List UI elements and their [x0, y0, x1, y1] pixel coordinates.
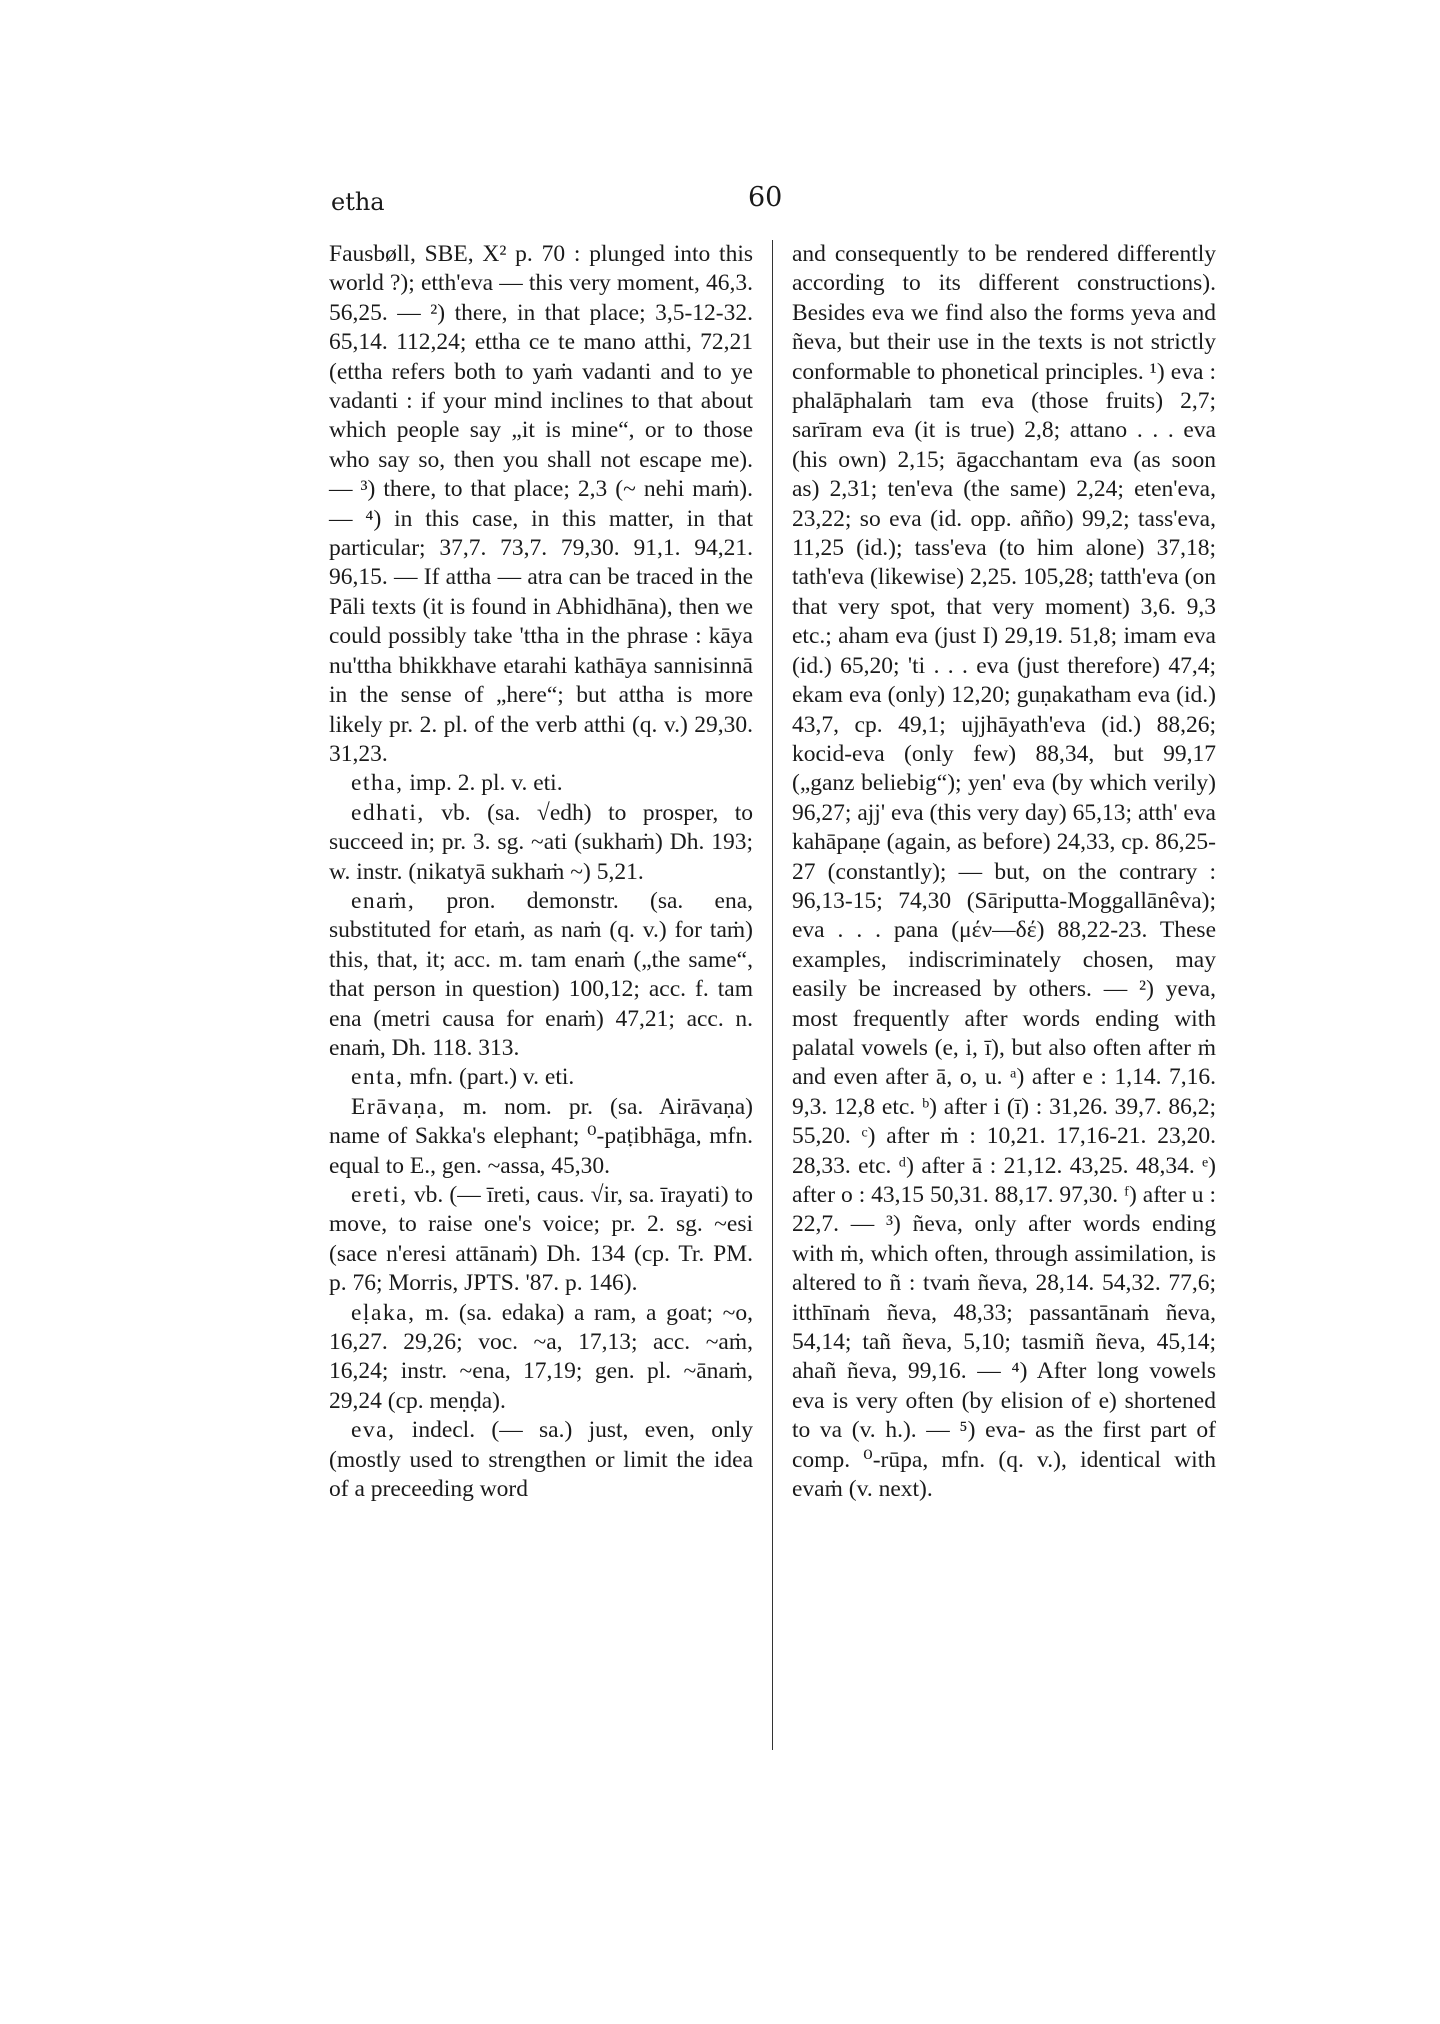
entry-text: imp. 2. pl. v. eti. — [409, 770, 563, 797]
dictionary-entry — [329, 1299, 753, 1417]
entry-text: vb. (— īreti, caus. √ir, sa. īrayati) to move, to raise one's voice; pr. 2. sg. ~esi (sace n'eresi attānaṁ) Dh. 134 (cp. Tr. PM. p. 76; Morris, JPTS. '87. p. 146). — [329, 1182, 753, 1297]
entry-headword: enta, — [351, 1064, 404, 1091]
dictionary-entry — [329, 1416, 753, 1504]
right-column — [792, 240, 1216, 1504]
entry-text: mfn. (part.) v. eti. — [409, 1064, 575, 1091]
dictionary-entry — [329, 1181, 753, 1299]
entry-headword: eva, — [351, 1417, 396, 1444]
running-head: etha — [331, 188, 385, 216]
dictionary-entry — [329, 887, 753, 1063]
entry-text: pron. demonstr. (sa. ena, substituted for etaṁ, as naṁ (q. v.) for taṁ) this, that, it; acc. m. tam enaṁ („the same“, that person in question) 100,12; acc. f. tam ena (metri causa for enaṁ) 47,21; acc. n. enaṁ, Dh. 118. 313. — [329, 887, 753, 1061]
dictionary-entry — [329, 799, 753, 887]
dictionary-entry — [329, 1063, 753, 1092]
entry-headword: ereti, — [351, 1182, 408, 1208]
entry-headword: edhati, — [351, 799, 425, 826]
continuation-paragraph: Fausbøll, SBE, X² p. 70 : plunged into this world ?); etth'eva — this very moment, 46,3. 56,25. — ²) there, in that place; 3,5-12-32. 65,14. 112,24; ettha ce te mano atthi, 72,21 (ettha refers both to yaṁ vadanti and to ye vadanti : if your mind inclines to that about which people say „it is mine“, or to those who say so, then you shall not escape me). — ³) there, to that place; 2,3 (~ nehi maṁ). — ⁴) in this case, in this matter, in that particular; 37,7. 73,7. 79,30. 91,1. 94,21. 96,15. — If attha — atra can be traced in the Pāli texts (it is found in Abhidhāna), then we could possibly take 'ttha in the phrase : kāya nu'ttha bhikkhave etarahi kathāya sannisinnā in the sense of „here“; but attha is more likely pr. 2. pl. of the verb atthi (q. v.) 29,30. 31,23. — [329, 241, 753, 767]
entry-text: m. nom. pr. (sa. Airāvaṇa) name of Sakka's elephant; ⁰-paṭibhāga, mfn. equal to E., gen. ~assa, 45,30. — [329, 1093, 754, 1179]
entry-text: m. (sa. edaka) a ram, a goat; ~o, 16,27. 29,26; voc. ~a, 17,13; acc. ~aṁ, 16,24; instr. ~ena, 17,19; gen. pl. ~ānaṁ, 29,24 (cp. meṇḍa). — [329, 1299, 754, 1414]
page-number: 60 — [748, 182, 783, 213]
left-column — [329, 240, 753, 1504]
dictionary-entry — [329, 1093, 753, 1181]
entry-text: indecl. (— sa.) just, even, only (mostly used to strengthen or limit the idea of a preceeding word — [329, 1417, 753, 1503]
entry-headword: Erāvaṇa, — [351, 1093, 446, 1120]
column-divider — [772, 240, 773, 1750]
dictionary-entry — [329, 769, 753, 798]
entry-headword: enaṁ, — [351, 887, 416, 914]
eva-entry-continuation: and consequently to be rendered differently according to its different constructions). Besides eva we find also the forms yeva and ñeva, but their use in the texts is not strictly conformable to phonetical principles. ¹) eva : phalāphalaṁ tam eva (those fruits) 2,7; sarīram eva (it is true) 2,8; attano . . . eva (his own) 2,15; āgacchantam eva (as soon as) 2,31; ten'eva (the same) 2,24; eten'eva, 23,22; so eva (id. opp. añño) 99,2; tass'eva, 11,25 (id.); tass'eva (to him alone) 37,18; tath'eva (likewise) 2,25. 105,28; tatth'eva (on that very spot, that very moment) 3,6. 9,3 etc.; aham eva (just I) 29,19. 51,8; imam eva (id.) 65,20; 'ti . . . eva (just therefore) 47,4; ekam eva (only) 12,20; guṇakatham eva (id.) 43,7, cp. 49,1; ujjhāyath'eva (id.) 88,26; kocid-eva (only few) 88,34, but 99,17 („ganz beliebig“); yen' eva (by which verily) 96,27; ajj' eva (this very day) 65,13; atth' eva kahāpaṇe (again, as before) 24,33, cp. 86,25-27 (constantly); — but, on the contrary : 96,13-15; 74,30 (Sāriputta-Moggallānêva); eva . . . pana (μέν—δέ) 88,22-23. These examples, indiscriminately chosen, may easily be increased by others. — ²) yeva, most frequently after words ending with palatal vowels (e, i, ī), but also often after ṁ and even after ā, o, u. ᵃ) after e : 1,14. 7,16. 9,3. 12,8 etc. ᵇ) after i (ī) : 31,26. 39,7. 86,2; 55,20. ᶜ) after ṁ : 10,21. 17,16-21. 23,20. 28,33. etc. ᵈ) after ā : 21,12. 43,25. 48,34. ᵉ) after o : 43,15 50,31. 88,17. 97,30. ᶠ) after u : 22,7. — ³) ñeva, only after words ending with ṁ, which often, through assimilation, is altered to ñ : tvaṁ ñeva, 28,14. 54,32. 77,6; itthīnaṁ ñeva, 48,33; passantānaṁ ñeva, 54,14; tañ ñeva, 5,10; tasmiñ ñeva, 45,14; ahañ ñeva, 99,16. — ⁴) After long vowels eva is very often (by elision of e) shortened to va (v. h.). — ⁵) eva- as the first part of comp. ⁰-rūpa, mfn. (q. v.), identical with evaṁ (v. next). — [792, 241, 1216, 1503]
entry-text: vb. (sa. √edh) to prosper, to succeed in; pr. 3. sg. ~ati (sukhaṁ) Dh. 193; w. instr. (nikatyā sukhaṁ ~) 5,21. — [329, 799, 754, 885]
entry-headword: etha, — [351, 770, 404, 797]
entry-headword: eḷaka, — [351, 1299, 416, 1326]
